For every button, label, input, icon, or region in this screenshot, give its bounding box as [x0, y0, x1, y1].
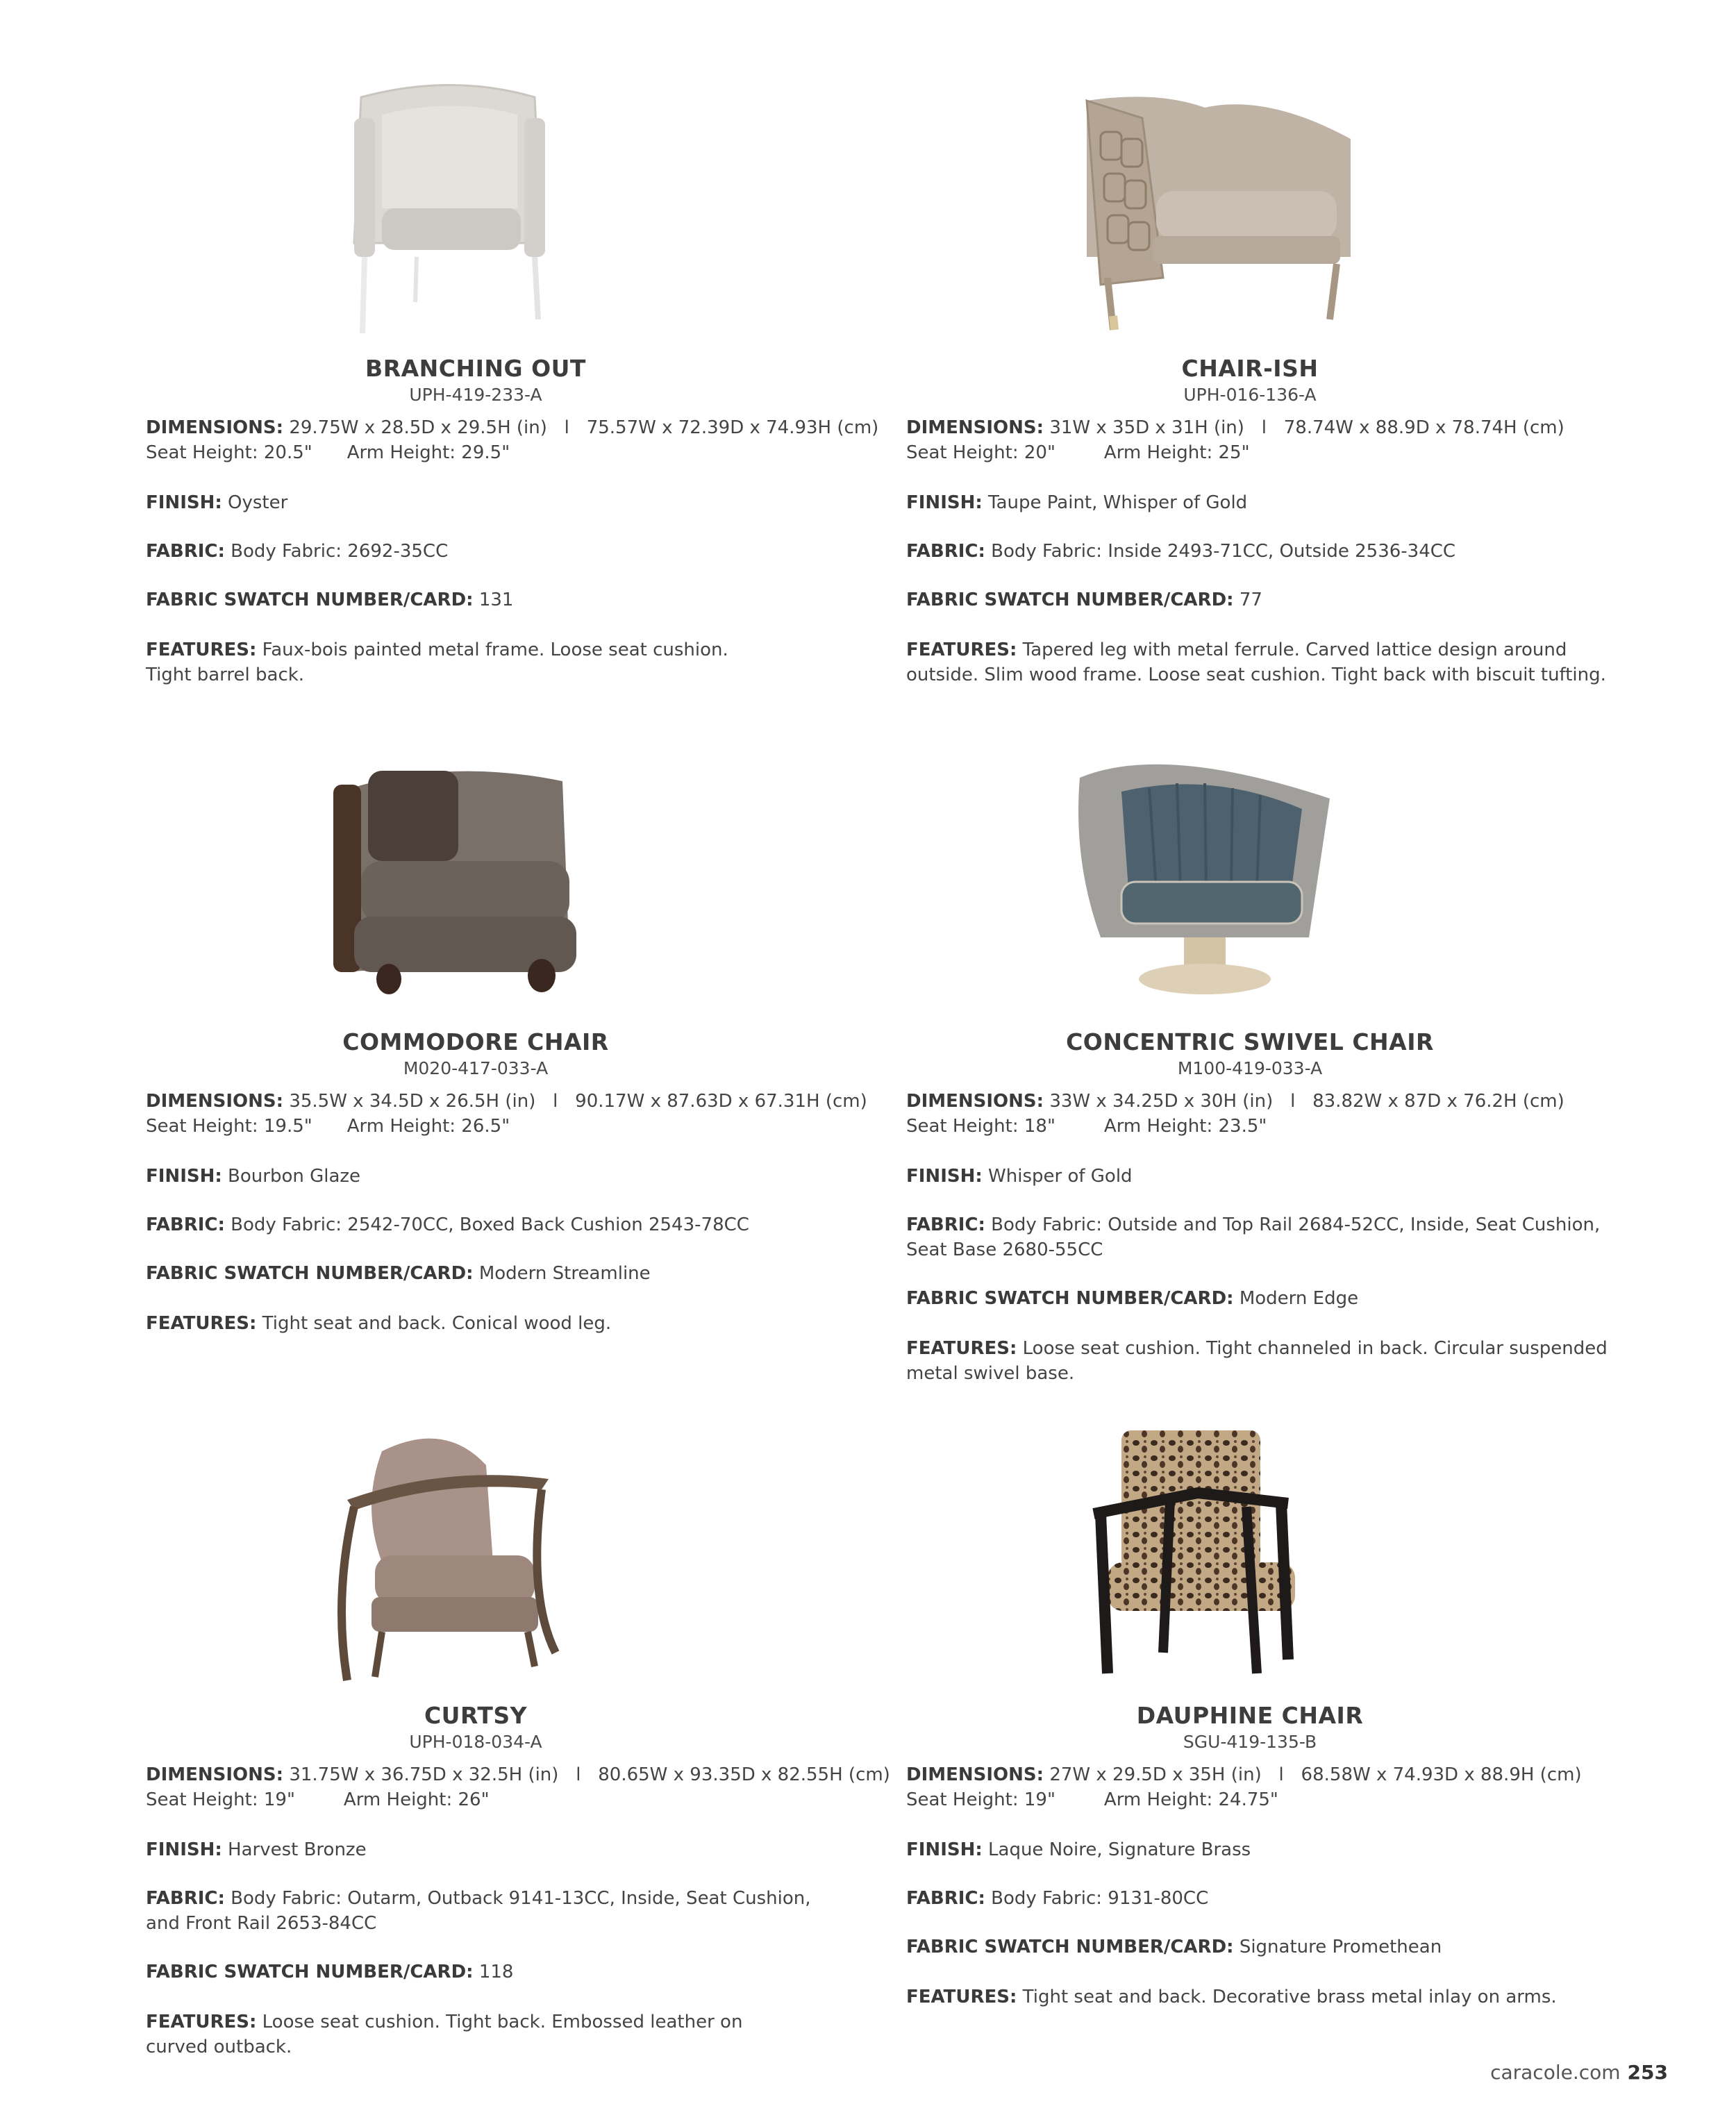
features-label: FEATURES:: [906, 1987, 1017, 2007]
dimensions-label: DIMENSIONS:: [146, 417, 284, 438]
product-chair-ish: [906, 76, 1670, 687]
fabric-label: FABRIC:: [146, 541, 225, 562]
product-title: BRANCHING OUT: [365, 355, 586, 382]
features-line: [906, 1336, 1642, 1386]
fabric-line: [906, 539, 1670, 564]
finish-line: [906, 1837, 1670, 1862]
dimensions-line: [906, 1089, 1670, 1114]
fabric-label: FABRIC:: [906, 541, 985, 562]
features-line: [906, 1985, 1642, 2010]
features-value: Tight seat and back. Decorative brass metal inlay on arms.: [1022, 1987, 1557, 2007]
finish-line: [146, 1164, 910, 1189]
swatch-value: 118: [478, 1962, 514, 1982]
product-commodore-chair: [146, 750, 910, 1336]
features-label: FEATURES:: [146, 640, 257, 660]
chair-oyster-barrel-icon: [306, 76, 597, 340]
finish-value: Taupe Paint, Whisper of Gold: [988, 492, 1248, 513]
page-footer: [1490, 2061, 1668, 2084]
arm-height: Arm Height: 26.5": [347, 1116, 510, 1137]
dimensions-value: 35.5W x 34.5D x 26.5H (in) l 90.17W x 87.63D x 67.31H (cm): [289, 1091, 867, 1112]
features-label: FEATURES:: [146, 2012, 257, 2032]
chair-commodore-icon: [306, 750, 597, 1014]
dimensions-line: [146, 1089, 910, 1114]
swatch-value: Modern Edge: [1239, 1288, 1359, 1309]
finish-label: FINISH:: [906, 492, 983, 513]
chair-curtsy-icon: [306, 1423, 597, 1687]
swatch-line: [906, 1286, 1670, 1311]
arm-height: Arm Height: 25": [1103, 442, 1250, 463]
product-dauphine-chair: [906, 1423, 1670, 2010]
fabric-value: Body Fabric: 2692-35CC: [231, 541, 449, 562]
finish-label: FINISH:: [146, 1166, 222, 1187]
features-value: Loose seat cushion. Tight channeled in back. Circular suspended metal swivel base.: [906, 1338, 1608, 1384]
seat-height: Seat Height: 18": [906, 1116, 1055, 1137]
fabric-label: FABRIC:: [906, 1888, 985, 1909]
product-concentric-swivel-chair: [906, 750, 1670, 1386]
product-title: CONCENTRIC SWIVEL CHAIR: [1066, 1028, 1434, 1055]
arm-height: Arm Height: 23.5": [1103, 1116, 1267, 1137]
chair-swivel-icon: [1059, 750, 1351, 1014]
features-value: Faux-bois painted metal frame. Loose seat cushion. Tight barrel back.: [146, 640, 728, 685]
product-sku: UPH-016-136-A: [1183, 385, 1317, 405]
chair-lattice-icon: [1059, 76, 1364, 340]
product-curtsy: [146, 1423, 910, 2060]
finish-value: Oyster: [228, 492, 288, 513]
product-branching-out: [146, 76, 910, 687]
arm-height: Arm Height: 26": [343, 1789, 490, 1810]
seat-height: Seat Height: 19.5": [146, 1116, 312, 1137]
dimensions-line: [906, 1762, 1670, 1787]
finish-value: Whisper of Gold: [988, 1166, 1133, 1187]
swatch-line: [146, 1960, 910, 1985]
product-sku: M100-419-033-A: [1177, 1058, 1323, 1078]
finish-value: Laque Noire, Signature Brass: [988, 1839, 1251, 1860]
seat-height: Seat Height: 20.5": [146, 442, 312, 463]
finish-line: [906, 1164, 1670, 1189]
seat-arm-heights: [906, 440, 1670, 465]
footer-site: caracole.com: [1490, 2061, 1621, 2084]
fabric-label: FABRIC:: [906, 1214, 985, 1235]
dimensions-label: DIMENSIONS:: [906, 1091, 1044, 1112]
product-photo: [1059, 1423, 1476, 1687]
finish-line: [146, 1837, 910, 1862]
swatch-label: FABRIC SWATCH NUMBER/CARD:: [906, 590, 1234, 610]
fabric-value: Body Fabric: 2542-70CC, Boxed Back Cushion 2543-78CC: [231, 1214, 749, 1235]
dimensions-line: [146, 415, 910, 440]
seat-arm-heights: [146, 1787, 910, 1812]
fabric-line: [146, 1212, 910, 1237]
swatch-value: 131: [478, 590, 514, 610]
finish-line: [906, 490, 1670, 515]
dimensions-value: 33W x 34.25D x 30H (in) l 83.82W x 87D x 76.2H (cm): [1049, 1091, 1564, 1112]
fabric-value: Body Fabric: Inside 2493-71CC, Outside 2536-34CC: [991, 541, 1456, 562]
finish-value: Harvest Bronze: [228, 1839, 367, 1860]
seat-arm-heights: [146, 1114, 910, 1139]
finish-label: FINISH:: [906, 1166, 983, 1187]
page-number: 253: [1627, 2061, 1668, 2084]
features-value: Loose seat cushion. Tight back. Embossed leather on curved outback.: [146, 2012, 743, 2057]
product-sku: UPH-018-034-A: [409, 1732, 542, 1752]
features-label: FEATURES:: [906, 640, 1017, 660]
dimensions-label: DIMENSIONS:: [906, 1764, 1044, 1785]
product-title: COMMODORE CHAIR: [342, 1028, 609, 1055]
features-line: [146, 1311, 757, 1336]
swatch-label: FABRIC SWATCH NUMBER/CARD:: [146, 1263, 474, 1284]
seat-height: Seat Height: 20": [906, 442, 1055, 463]
features-value: Tapered leg with metal ferrule. Carved lattice design around outside. Slim wood frame. Loose seat cushion. Tight back with biscuit tufting.: [906, 640, 1606, 685]
fabric-value: Body Fabric: Outarm, Outback 9141-13CC, Inside, Seat Cushion, and Front Rail 2653-84CC: [146, 1888, 811, 1934]
product-title: CURTSY: [424, 1702, 528, 1729]
product-title: DAUPHINE CHAIR: [1136, 1702, 1364, 1729]
features-label: FEATURES:: [146, 1313, 257, 1334]
arm-height: Arm Height: 29.5": [347, 442, 510, 463]
product-photo: [306, 750, 722, 1014]
product-photo: [306, 76, 722, 340]
fabric-line: [906, 1212, 1642, 1262]
seat-arm-heights: [906, 1114, 1670, 1139]
product-photo: [1059, 76, 1476, 340]
swatch-value: Signature Promethean: [1239, 1937, 1442, 1957]
dimensions-label: DIMENSIONS:: [906, 417, 1044, 438]
swatch-line: [146, 587, 910, 612]
features-line: [146, 637, 757, 687]
swatch-label: FABRIC SWATCH NUMBER/CARD:: [146, 590, 474, 610]
dimensions-value: 31W x 35D x 31H (in) l 78.74W x 88.9D x 78.74H (cm): [1049, 417, 1564, 438]
swatch-label: FABRIC SWATCH NUMBER/CARD:: [906, 1288, 1234, 1309]
dimensions-label: DIMENSIONS:: [146, 1764, 284, 1785]
features-value: Tight seat and back. Conical wood leg.: [262, 1313, 612, 1334]
seat-arm-heights: [146, 440, 910, 465]
swatch-line: [146, 1261, 910, 1286]
features-label: FEATURES:: [906, 1338, 1017, 1359]
dimensions-line: [146, 1762, 910, 1787]
dimensions-label: DIMENSIONS:: [146, 1091, 284, 1112]
swatch-value: 77: [1239, 590, 1262, 610]
finish-label: FINISH:: [146, 492, 222, 513]
finish-line: [146, 490, 910, 515]
product-sku: UPH-419-233-A: [409, 385, 542, 405]
dimensions-value: 31.75W x 36.75D x 32.5H (in) l 80.65W x 93.35D x 82.55H (cm): [289, 1764, 890, 1785]
finish-label: FINISH:: [146, 1839, 222, 1860]
finish-label: FINISH:: [906, 1839, 983, 1860]
seat-height: Seat Height: 19": [906, 1789, 1055, 1810]
chair-leopard-icon: [1059, 1423, 1351, 1687]
fabric-label: FABRIC:: [146, 1214, 225, 1235]
swatch-label: FABRIC SWATCH NUMBER/CARD:: [146, 1962, 474, 1982]
fabric-line: [146, 539, 910, 564]
swatch-value: Modern Streamline: [478, 1263, 651, 1284]
seat-height: Seat Height: 19": [146, 1789, 295, 1810]
fabric-value: Body Fabric: 9131-80CC: [991, 1888, 1209, 1909]
product-photo: [306, 1423, 722, 1687]
fabric-line: [146, 1886, 826, 1936]
product-sku: SGU-419-135-B: [1183, 1732, 1317, 1752]
fabric-line: [906, 1886, 1670, 1911]
product-title: CHAIR-ISH: [1181, 355, 1319, 382]
swatch-label: FABRIC SWATCH NUMBER/CARD:: [906, 1937, 1234, 1957]
features-line: [146, 2010, 757, 2060]
swatch-line: [906, 1935, 1670, 1960]
features-line: [906, 637, 1642, 687]
dimensions-value: 29.75W x 28.5D x 29.5H (in) l 75.57W x 72.39D x 74.93H (cm): [289, 417, 879, 438]
fabric-label: FABRIC:: [146, 1888, 225, 1909]
dimensions-line: [906, 415, 1670, 440]
arm-height: Arm Height: 24.75": [1103, 1789, 1278, 1810]
dimensions-value: 27W x 29.5D x 35H (in) l 68.58W x 74.93D x 88.9H (cm): [1049, 1764, 1582, 1785]
seat-arm-heights: [906, 1787, 1670, 1812]
fabric-value: Body Fabric: Outside and Top Rail 2684-52CC, Inside, Seat Cushion, Seat Base 2680-55CC: [906, 1214, 1601, 1260]
product-sku: M020-417-033-A: [403, 1058, 549, 1078]
product-photo: [1059, 750, 1476, 1014]
finish-value: Bourbon Glaze: [228, 1166, 361, 1187]
swatch-line: [906, 587, 1670, 612]
